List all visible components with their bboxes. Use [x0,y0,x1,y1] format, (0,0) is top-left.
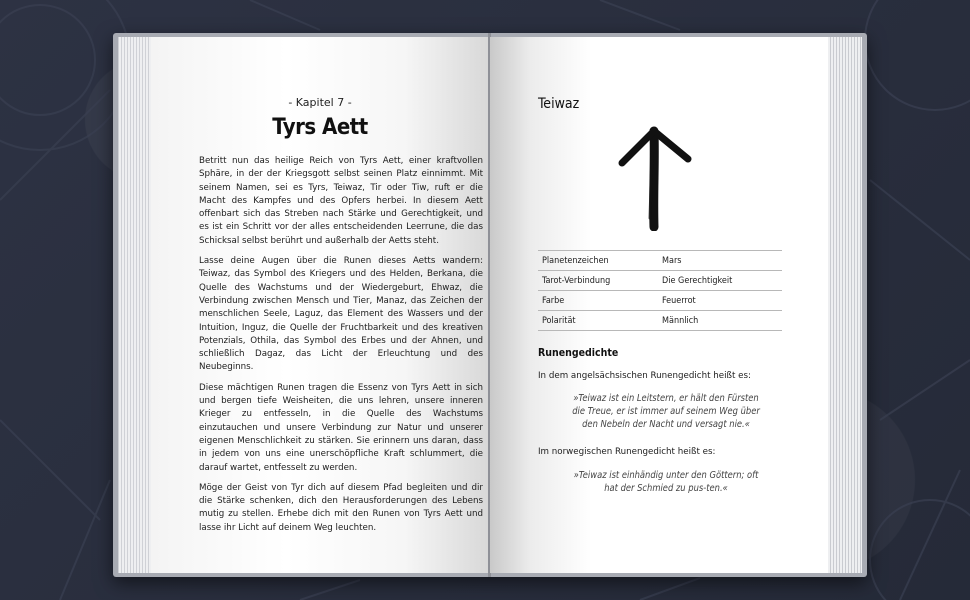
row-label: Polarität [538,311,658,331]
rune-name: Teiwaz [538,96,580,112]
poems-heading: Runengedichte [538,347,619,359]
paragraph: Lasse deine Augen über die Runen dieses Aetts wandern: Teiwaz, das Symbol des Kriegers und des Helden, Berkana, die Quelle des Wachstums und der Wiedergeburt, Ehwaz, die Verbindung zwischen Mensch und Tier, Manaz, das Zeichen der menschlichen Seele, Laguz, das Element des Wassers und der Intuition, Inguz, die Quelle der Fruchtbarkeit und des kreativen Potenzials, Othila, das Symbol des Erbes und der Ahnen, und schließlich Dagaz, das Licht der Erleuchtung und des Neubeginns. [199,256,483,373]
row-label: Farbe [538,291,658,311]
teiwaz-rune-icon [616,123,696,231]
paragraph: Diese mächtigen Runen tragen die Essenz von Tyrs Aett in sich und bergen tiefe Weisheiten, die uns lehren, unsere inneren Krieger zu entfesseln, in die Quelle des Wachstums einzutauchen und unsere Verbindung zur Natur und unserer eigenen Menschlichkeit zu stärken. Sie erinnern uns daran, dass in jedem von uns eine unerschöpfliche Kraft schlummert, die darauf wartet, entfesselt zu werden. [199,382,483,473]
poem2-quote [568,469,764,495]
open-book [113,33,867,577]
table-row [538,251,782,271]
poem1-quote [568,392,764,432]
row-label: Tarot-Verbindung [538,271,658,291]
rune-info-table [538,250,782,331]
paragraph: Betritt nun das heilige Reich von Tyrs Aett, einer kraftvollen Sphäre, in der der Kriegsgott selbst seinen Platz einnimmt. Mit seinem Namen, sei es Tyrs, Teiwaz, Tir oder Tiw, ruft er die Macht des Kampfes und des Opfers herbei. In diesem Aett offenbart sich das Streben nach Stärke und Gerechtigkeit, und es ist ein Schritt vor der alles entscheidenden Leerrune, die das Schicksal selbst berührt und außerhalb der Aetts steht. [199,156,483,246]
row-value: Mars [658,251,782,271]
quote-line: den Nebeln der Nacht und versagt nie.« [582,419,750,431]
chapter-body [199,155,483,542]
page-edges-left [118,37,151,573]
row-value: Feuerrot [658,291,782,311]
table-row [538,311,782,331]
quote-line: hat der Schmied zu pus-ten.« [604,483,728,495]
right-page [490,37,828,573]
quote-line: die Treue, er ist immer auf seinem Weg über [572,406,760,418]
chapter-title: Tyrs Aett [272,115,368,140]
row-value: Männlich [658,311,782,331]
quote-line: »Teiwaz ist einhändig unter den Göttern; oft [573,470,759,481]
paragraph: Möge der Geist von Tyr dich auf diesem Pfad begleiten und dir die Stärke schenken, dich den Herausforderungen des Lebens mutig zu stellen. Erhebe dich mit den Runen von Tyrs Aett und lasse ihr Licht auf deinem Weg leuchten. [199,482,483,533]
chapter-label: - Kapitel 7 - [288,96,352,109]
quote-line: »Teiwaz ist ein Leitstern, er hält den Fürsten [573,393,759,404]
table-row [538,271,782,291]
page-edges-right [828,37,862,573]
row-value: Die Gerechtigkeit [658,271,782,291]
row-label: Planetenzeichen [538,251,658,271]
left-page [151,37,489,573]
poem2-intro: Im norwegischen Runengedicht heißt es: [538,447,716,457]
table-row [538,291,782,311]
poem1-intro: In dem angelsächsischen Runengedicht heißt es: [538,371,751,381]
